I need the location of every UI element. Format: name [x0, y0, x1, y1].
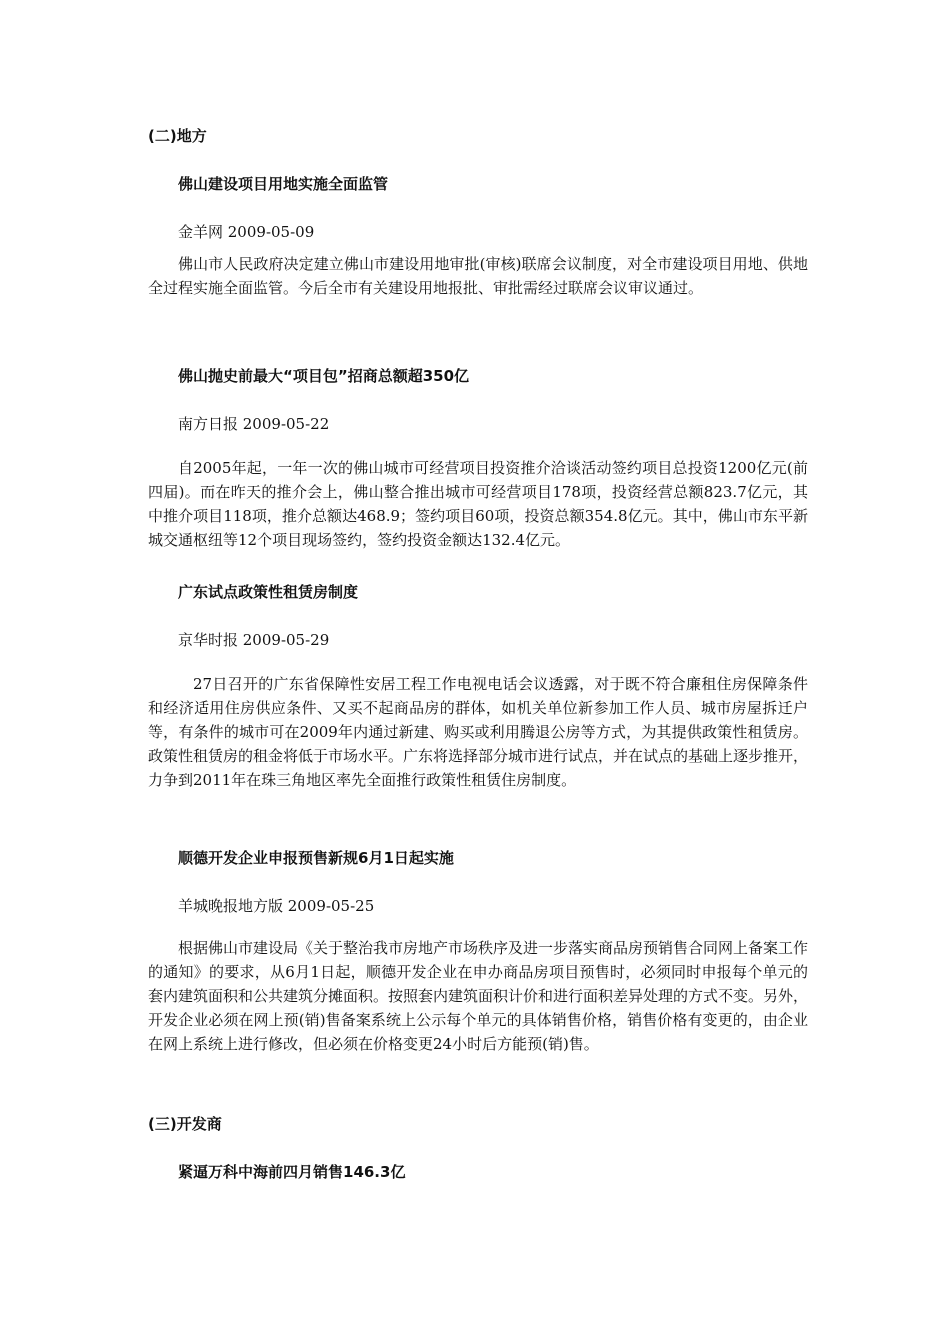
article-source: 京华时报 2009-05-29 [178, 631, 330, 649]
article-body: 佛山市人民政府决定建立佛山市建设用地审批(审核)联席会议制度，对全市建设项目用地、供地全过程实施全面监管。今后全市有关建设用地报批、审批需经过联席会议审议通过。 [148, 255, 808, 297]
article-title: 广东试点政策性租赁房制度 [178, 583, 359, 601]
article-title: 佛山抛史前最大“项目包”招商总额超350亿 [178, 367, 470, 385]
article-title: 佛山建设项目用地实施全面监管 [178, 175, 389, 193]
section-heading-developers: (三)开发商 [148, 1115, 222, 1133]
article-title: 顺德开发企业申报预售新规6月1日起实施 [178, 849, 454, 867]
article-body: 27日召开的广东省保障性安居工程工作电视电话会议透露，对于既不符合廉租住房保障条件和经济适用住房供应条件、又买不起商品房的群体，如机关单位新参加工作人员、城市房屋拆迁户等，有条件的城市可在2009年内通过新建、购买或利用腾退公房等方式，为其提供政策性租赁房。政策性租赁房的租金将低于市场水平。广东将选择部分城市进行试点，并在试点的基础上逐步推开，力争到2011年在珠三角地区率先全面推行政策性租赁住房制度。 [148, 675, 809, 789]
article-source: 金羊网 2009-05-09 [178, 223, 315, 241]
section-heading-local: (二)地方 [148, 127, 207, 145]
article-body: 自2005年起，一年一次的佛山城市可经营项目投资推介洽谈活动签约项目总投资1200亿元(前四届)。而在昨天的推介会上，佛山整合推出城市可经营项目178项，投资经营总额823.7亿元，其中推介项目118项，推介总额达468.9；签约项目60项，投资总额354.8亿元。其中，佛山市东平新城交通枢纽等12个项目现场签约，签约投资金额达132.4亿元。 [148, 459, 808, 549]
article-source: 羊城晚报地方版 2009-05-25 [178, 897, 375, 915]
article-title: 紧逼万科中海前四月销售146.3亿 [178, 1163, 406, 1181]
article-body: 根据佛山市建设局《关于整治我市房地产市场秩序及进一步落实商品房预销售合同网上备案工作的通知》的要求，从6月1日起，顺德开发企业在申办商品房项目预售时，必须同时申报每个单元的套内建筑面积和公共建筑分摊面积。按照套内建筑面积计价和进行面积差异处理的方式不变。另外，开发企业必须在网上预(销)售备案系统上公示每个单元的具体销售价格，销售价格有变更的，由企业在网上系统上进行修改，但必须在价格变更24小时后方能预(销)售。 [148, 939, 809, 1053]
article-source: 南方日报 2009-05-22 [178, 415, 330, 433]
